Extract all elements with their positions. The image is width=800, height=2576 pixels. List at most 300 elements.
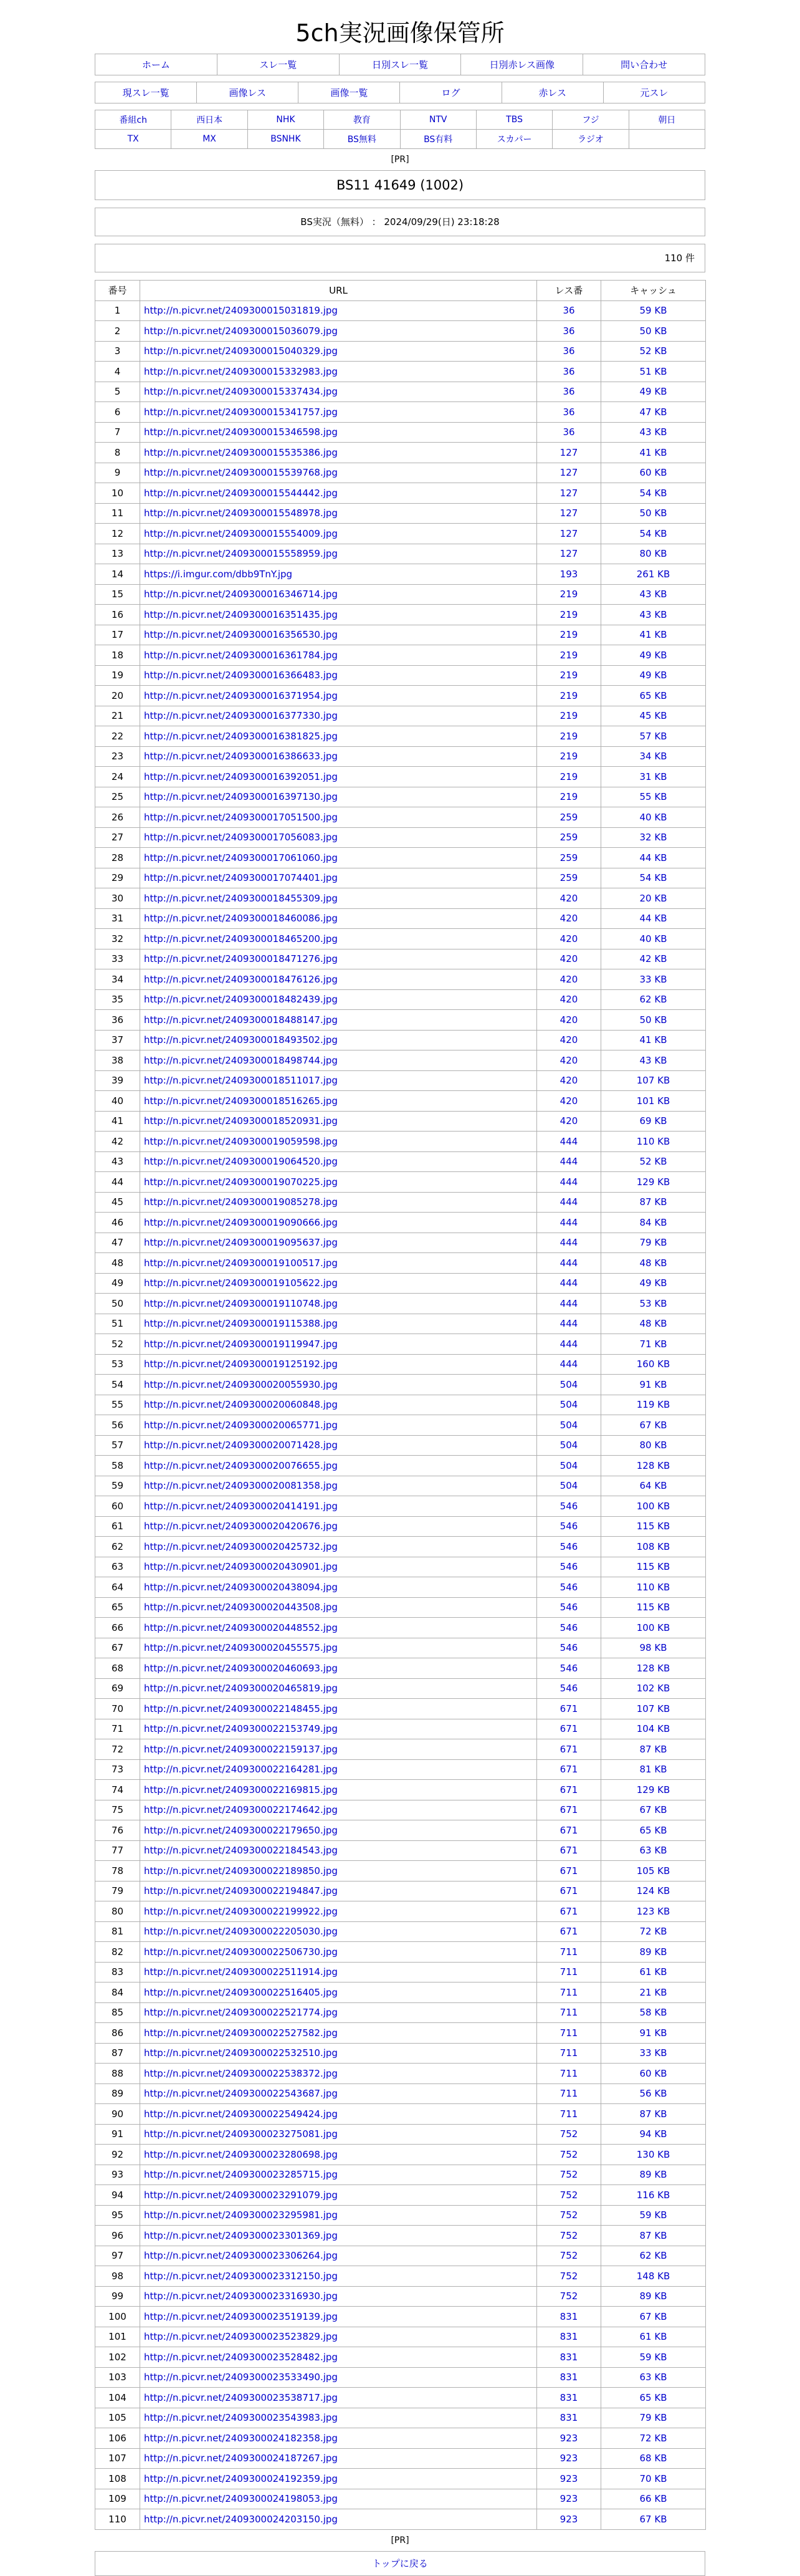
res-number-link[interactable]: 219 (537, 686, 601, 706)
image-url-link[interactable]: http://n.picvr.net/2409300023275081.jpg (140, 2124, 537, 2145)
cache-size-link[interactable]: 55 KB (601, 787, 706, 807)
res-number-link[interactable]: 711 (537, 2083, 601, 2104)
cache-size-link[interactable]: 89 KB (601, 2165, 706, 2185)
channel-link[interactable]: TX (95, 130, 171, 149)
channel-link[interactable]: ラジオ (553, 130, 629, 149)
image-url-link[interactable]: http://n.picvr.net/2409300020425732.jpg (140, 1537, 537, 1557)
res-number-link[interactable]: 219 (537, 645, 601, 666)
image-url-link[interactable]: http://n.picvr.net/2409300016377330.jpg (140, 706, 537, 726)
res-number-link[interactable]: 546 (537, 1516, 601, 1537)
cache-size-link[interactable]: 87 KB (601, 2226, 706, 2246)
cache-size-link[interactable]: 107 KB (601, 1070, 706, 1091)
res-number-link[interactable]: 671 (537, 1699, 601, 1719)
cache-size-link[interactable]: 72 KB (601, 2428, 706, 2449)
res-number-link[interactable]: 752 (537, 2246, 601, 2266)
image-url-link[interactable]: http://n.picvr.net/2409300023543983.jpg (140, 2408, 537, 2428)
cache-size-link[interactable]: 104 KB (601, 1719, 706, 1739)
image-url-link[interactable]: http://n.picvr.net/2409300023291079.jpg (140, 2185, 537, 2206)
cache-size-link[interactable]: 110 KB (601, 1132, 706, 1152)
channel-link[interactable]: BS有料 (400, 130, 476, 149)
cache-size-link[interactable]: 59 KB (601, 2205, 706, 2226)
cache-size-link[interactable]: 94 KB (601, 2124, 706, 2145)
image-url-link[interactable]: http://n.picvr.net/2409300022532510.jpg (140, 2043, 537, 2064)
image-url-link[interactable]: http://n.picvr.net/2409300023519139.jpg (140, 2307, 537, 2327)
res-number-link[interactable]: 711 (537, 2064, 601, 2084)
res-number-link[interactable]: 420 (537, 1030, 601, 1050)
image-url-link[interactable]: http://n.picvr.net/2409300019100517.jpg (140, 1253, 537, 1274)
image-url-link[interactable]: http://n.picvr.net/2409300022527582.jpg (140, 2023, 537, 2044)
image-url-link[interactable]: http://n.picvr.net/2409300015554009.jpg (140, 524, 537, 544)
image-url-link[interactable]: http://n.picvr.net/2409300015535386.jpg (140, 443, 537, 463)
cache-size-link[interactable]: 89 KB (601, 1942, 706, 1963)
cache-size-link[interactable]: 58 KB (601, 2002, 706, 2023)
cache-size-link[interactable]: 87 KB (601, 2104, 706, 2125)
res-number-link[interactable]: 444 (537, 1151, 601, 1172)
nav-home[interactable]: ホーム (95, 54, 217, 75)
cache-size-link[interactable]: 54 KB (601, 524, 706, 544)
image-url-link[interactable]: http://n.picvr.net/2409300017051500.jpg (140, 807, 537, 828)
image-url-link[interactable]: http://n.picvr.net/2409300022521774.jpg (140, 2002, 537, 2023)
image-url-link[interactable]: http://n.picvr.net/2409300019110748.jpg (140, 1294, 537, 1314)
image-url-link[interactable]: http://n.picvr.net/2409300022199922.jpg (140, 1901, 537, 1922)
res-number-link[interactable]: 831 (537, 2307, 601, 2327)
res-number-link[interactable]: 831 (537, 2367, 601, 2388)
res-number-link[interactable]: 711 (537, 1962, 601, 1982)
res-number-link[interactable]: 127 (537, 503, 601, 524)
res-number-link[interactable]: 546 (537, 1537, 601, 1557)
cache-size-link[interactable]: 87 KB (601, 1192, 706, 1213)
cache-size-link[interactable]: 43 KB (601, 605, 706, 625)
cache-size-link[interactable]: 123 KB (601, 1901, 706, 1922)
res-number-link[interactable]: 504 (537, 1476, 601, 1496)
image-url-link[interactable]: http://n.picvr.net/2409300023301369.jpg (140, 2226, 537, 2246)
image-url-link[interactable]: http://n.picvr.net/2409300024198053.jpg (140, 2489, 537, 2509)
cache-size-link[interactable]: 81 KB (601, 1759, 706, 1780)
channel-link[interactable]: 教育 (324, 110, 400, 130)
res-number-link[interactable]: 504 (537, 1375, 601, 1395)
res-number-link[interactable]: 219 (537, 767, 601, 787)
res-number-link[interactable]: 420 (537, 1070, 601, 1091)
image-url-link[interactable]: http://n.picvr.net/2409300022538372.jpg (140, 2064, 537, 2084)
cache-size-link[interactable]: 61 KB (601, 2327, 706, 2347)
res-number-link[interactable]: 504 (537, 1456, 601, 1476)
image-url-link[interactable]: http://n.picvr.net/2409300019090666.jpg (140, 1213, 537, 1233)
nav-current-threads[interactable]: 現スレ一覧 (95, 82, 197, 103)
res-number-link[interactable]: 36 (537, 321, 601, 342)
image-url-link[interactable]: http://n.picvr.net/2409300017056083.jpg (140, 827, 537, 848)
image-url-link[interactable]: http://n.picvr.net/2409300023295981.jpg (140, 2205, 537, 2226)
image-url-link[interactable]: http://n.picvr.net/2409300019119947.jpg (140, 1334, 537, 1355)
cache-size-link[interactable]: 89 KB (601, 2286, 706, 2307)
cache-size-link[interactable]: 51 KB (601, 362, 706, 382)
res-number-link[interactable]: 219 (537, 584, 601, 605)
res-number-link[interactable]: 36 (537, 300, 601, 321)
res-number-link[interactable]: 671 (537, 1901, 601, 1922)
cache-size-link[interactable]: 105 KB (601, 1861, 706, 1882)
res-number-link[interactable]: 671 (537, 1780, 601, 1800)
res-number-link[interactable]: 831 (537, 2327, 601, 2347)
cache-size-link[interactable]: 129 KB (601, 1780, 706, 1800)
res-number-link[interactable]: 546 (537, 1557, 601, 1577)
image-url-link[interactable]: http://n.picvr.net/2409300015337434.jpg (140, 382, 537, 402)
res-number-link[interactable]: 219 (537, 706, 601, 726)
cache-size-link[interactable]: 42 KB (601, 949, 706, 969)
res-number-link[interactable]: 671 (537, 1881, 601, 1901)
channel-link[interactable]: 西日本 (171, 110, 247, 130)
res-number-link[interactable]: 36 (537, 422, 601, 443)
channel-link[interactable]: TBS (476, 110, 552, 130)
res-number-link[interactable]: 420 (537, 1050, 601, 1071)
image-url-link[interactable]: http://n.picvr.net/2409300022174642.jpg (140, 1800, 537, 1820)
cache-size-link[interactable]: 59 KB (601, 2347, 706, 2368)
image-url-link[interactable]: http://n.picvr.net/2409300023533490.jpg (140, 2367, 537, 2388)
cache-size-link[interactable]: 115 KB (601, 1557, 706, 1577)
res-number-link[interactable]: 546 (537, 1638, 601, 1658)
res-number-link[interactable]: 546 (537, 1618, 601, 1638)
res-number-link[interactable]: 546 (537, 1658, 601, 1679)
image-url-link[interactable]: http://n.picvr.net/2409300015558959.jpg (140, 544, 537, 564)
image-url-link[interactable]: http://n.picvr.net/2409300020460693.jpg (140, 1658, 537, 1679)
res-number-link[interactable]: 671 (537, 1840, 601, 1861)
cache-size-link[interactable]: 56 KB (601, 2083, 706, 2104)
res-number-link[interactable]: 420 (537, 969, 601, 990)
nav-daily-red-images[interactable]: 日別赤レス画像 (461, 54, 583, 75)
nav-image-list[interactable]: 画像一覧 (298, 82, 400, 103)
res-number-link[interactable]: 420 (537, 1010, 601, 1031)
channel-link[interactable]: NHK (247, 110, 323, 130)
cache-size-link[interactable]: 62 KB (601, 989, 706, 1010)
res-number-link[interactable]: 671 (537, 1800, 601, 1820)
res-number-link[interactable]: 831 (537, 2408, 601, 2428)
cache-size-link[interactable]: 80 KB (601, 1435, 706, 1456)
res-number-link[interactable]: 36 (537, 402, 601, 423)
cache-size-link[interactable]: 31 KB (601, 767, 706, 787)
image-url-link[interactable]: http://n.picvr.net/2409300018511017.jpg (140, 1070, 537, 1091)
cache-size-link[interactable]: 128 KB (601, 1456, 706, 1476)
cache-size-link[interactable]: 43 KB (601, 1050, 706, 1071)
cache-size-link[interactable]: 49 KB (601, 382, 706, 402)
cache-size-link[interactable]: 116 KB (601, 2185, 706, 2206)
res-number-link[interactable]: 752 (537, 2226, 601, 2246)
res-number-link[interactable]: 219 (537, 665, 601, 686)
image-url-link[interactable]: http://n.picvr.net/2409300015031819.jpg (140, 300, 537, 321)
cache-size-link[interactable]: 70 KB (601, 2469, 706, 2489)
cache-size-link[interactable]: 49 KB (601, 1273, 706, 1294)
image-url-link[interactable]: http://n.picvr.net/2409300022549424.jpg (140, 2104, 537, 2125)
image-url-link[interactable]: http://n.picvr.net/2409300022205030.jpg (140, 1921, 537, 1942)
res-number-link[interactable]: 546 (537, 1597, 601, 1618)
image-url-link[interactable]: http://n.picvr.net/2409300015548978.jpg (140, 503, 537, 524)
res-number-link[interactable]: 546 (537, 1577, 601, 1598)
image-url-link[interactable]: http://n.picvr.net/2409300020071428.jpg (140, 1435, 537, 1456)
image-url-link[interactable]: http://n.picvr.net/2409300019095637.jpg (140, 1233, 537, 1253)
image-url-link[interactable]: http://n.picvr.net/2409300020455575.jpg (140, 1638, 537, 1658)
res-number-link[interactable]: 444 (537, 1253, 601, 1274)
cache-size-link[interactable]: 43 KB (601, 584, 706, 605)
channel-link[interactable]: MX (171, 130, 247, 149)
res-number-link[interactable]: 127 (537, 544, 601, 564)
cache-size-link[interactable]: 52 KB (601, 1151, 706, 1172)
cache-size-link[interactable]: 63 KB (601, 2367, 706, 2388)
image-url-link[interactable]: http://n.picvr.net/2409300018488147.jpg (140, 1010, 537, 1031)
res-number-link[interactable]: 752 (537, 2286, 601, 2307)
cache-size-link[interactable]: 63 KB (601, 1840, 706, 1861)
res-number-link[interactable]: 420 (537, 888, 601, 909)
cache-size-link[interactable]: 66 KB (601, 2489, 706, 2509)
cache-size-link[interactable]: 54 KB (601, 483, 706, 504)
cache-size-link[interactable]: 64 KB (601, 1476, 706, 1496)
image-url-link[interactable]: http://n.picvr.net/2409300022169815.jpg (140, 1780, 537, 1800)
image-url-link[interactable]: http://n.picvr.net/2409300018498744.jpg (140, 1050, 537, 1071)
image-url-link[interactable]: http://n.picvr.net/2409300020438094.jpg (140, 1577, 537, 1598)
nav-log[interactable]: ログ (400, 82, 502, 103)
res-number-link[interactable]: 420 (537, 929, 601, 949)
res-number-link[interactable]: 219 (537, 787, 601, 807)
channel-link[interactable]: BSNHK (247, 130, 323, 149)
res-number-link[interactable]: 259 (537, 848, 601, 868)
image-url-link[interactable]: http://n.picvr.net/2409300016392051.jpg (140, 767, 537, 787)
image-url-link[interactable]: http://n.picvr.net/2409300015036079.jpg (140, 321, 537, 342)
cache-size-link[interactable]: 47 KB (601, 402, 706, 423)
image-url-link[interactable]: http://n.picvr.net/2409300018520931.jpg (140, 1111, 537, 1132)
cache-size-link[interactable]: 65 KB (601, 1820, 706, 1841)
channel-link[interactable]: NTV (400, 110, 476, 130)
cache-size-link[interactable]: 160 KB (601, 1354, 706, 1375)
cache-size-link[interactable]: 129 KB (601, 1172, 706, 1193)
res-number-link[interactable]: 444 (537, 1192, 601, 1213)
res-number-link[interactable]: 444 (537, 1334, 601, 1355)
res-number-link[interactable]: 831 (537, 2347, 601, 2368)
cache-size-link[interactable]: 107 KB (601, 1699, 706, 1719)
image-url-link[interactable]: http://n.picvr.net/2409300022159137.jpg (140, 1739, 537, 1760)
cache-size-link[interactable]: 115 KB (601, 1597, 706, 1618)
cache-size-link[interactable]: 50 KB (601, 321, 706, 342)
image-url-link[interactable]: http://n.picvr.net/2409300022189850.jpg (140, 1861, 537, 1882)
cache-size-link[interactable]: 69 KB (601, 1111, 706, 1132)
res-number-link[interactable]: 444 (537, 1354, 601, 1375)
res-number-link[interactable]: 420 (537, 949, 601, 969)
cache-size-link[interactable]: 148 KB (601, 2266, 706, 2287)
res-number-link[interactable]: 219 (537, 605, 601, 625)
cache-size-link[interactable]: 32 KB (601, 827, 706, 848)
image-url-link[interactable]: http://n.picvr.net/2409300024203150.jpg (140, 2509, 537, 2530)
nav-daily-thread-list[interactable]: 日別スレ一覧 (339, 54, 461, 75)
res-number-link[interactable]: 219 (537, 746, 601, 767)
image-url-link[interactable]: http://n.picvr.net/2409300017074401.jpg (140, 868, 537, 888)
image-url-link[interactable]: http://n.picvr.net/2409300018465200.jpg (140, 929, 537, 949)
res-number-link[interactable]: 259 (537, 868, 601, 888)
cache-size-link[interactable]: 60 KB (601, 2064, 706, 2084)
cache-size-link[interactable]: 100 KB (601, 1496, 706, 1517)
res-number-link[interactable]: 711 (537, 1942, 601, 1963)
res-number-link[interactable]: 127 (537, 463, 601, 483)
image-url-link[interactable]: http://n.picvr.net/2409300016356530.jpg (140, 625, 537, 645)
cache-size-link[interactable]: 261 KB (601, 564, 706, 585)
image-url-link[interactable]: http://n.picvr.net/2409300023523829.jpg (140, 2327, 537, 2347)
res-number-link[interactable]: 420 (537, 908, 601, 929)
image-url-link[interactable]: http://n.picvr.net/2409300022148455.jpg (140, 1699, 537, 1719)
res-number-link[interactable]: 923 (537, 2509, 601, 2530)
cache-size-link[interactable]: 91 KB (601, 1375, 706, 1395)
image-url-link[interactable]: https://i.imgur.com/dbb9TnY.jpg (140, 564, 537, 585)
res-number-link[interactable]: 752 (537, 2145, 601, 2165)
cache-size-link[interactable]: 67 KB (601, 2509, 706, 2530)
cache-size-link[interactable]: 115 KB (601, 1516, 706, 1537)
cache-size-link[interactable]: 43 KB (601, 422, 706, 443)
cache-size-link[interactable]: 102 KB (601, 1678, 706, 1699)
image-url-link[interactable]: http://n.picvr.net/2409300019059598.jpg (140, 1132, 537, 1152)
cache-size-link[interactable]: 20 KB (601, 888, 706, 909)
cache-size-link[interactable]: 91 KB (601, 2023, 706, 2044)
image-url-link[interactable]: http://n.picvr.net/2409300022153749.jpg (140, 1719, 537, 1739)
channel-link[interactable]: スカパー (476, 130, 552, 149)
cache-size-link[interactable]: 101 KB (601, 1091, 706, 1112)
res-number-link[interactable]: 671 (537, 1759, 601, 1780)
image-url-link[interactable]: http://n.picvr.net/2409300016351435.jpg (140, 605, 537, 625)
res-number-link[interactable]: 671 (537, 1739, 601, 1760)
cache-size-link[interactable]: 53 KB (601, 1294, 706, 1314)
image-url-link[interactable]: http://n.picvr.net/2409300019125192.jpg (140, 1354, 537, 1375)
image-url-link[interactable]: http://n.picvr.net/2409300018476126.jpg (140, 969, 537, 990)
cache-size-link[interactable]: 108 KB (601, 1537, 706, 1557)
res-number-link[interactable]: 752 (537, 2165, 601, 2185)
res-number-link[interactable]: 259 (537, 807, 601, 828)
res-number-link[interactable]: 671 (537, 1719, 601, 1739)
image-url-link[interactable]: http://n.picvr.net/2409300016397130.jpg (140, 787, 537, 807)
image-url-link[interactable]: http://n.picvr.net/2409300016361784.jpg (140, 645, 537, 666)
res-number-link[interactable]: 711 (537, 2023, 601, 2044)
res-number-link[interactable]: 444 (537, 1213, 601, 1233)
image-url-link[interactable]: http://n.picvr.net/2409300023316930.jpg (140, 2286, 537, 2307)
cache-size-link[interactable]: 41 KB (601, 1030, 706, 1050)
res-number-link[interactable]: 711 (537, 2002, 601, 2023)
image-url-link[interactable]: http://n.picvr.net/2409300018482439.jpg (140, 989, 537, 1010)
image-url-link[interactable]: http://n.picvr.net/2409300020055930.jpg (140, 1375, 537, 1395)
nav-image-res[interactable]: 画像レス (197, 82, 298, 103)
res-number-link[interactable]: 127 (537, 483, 601, 504)
res-number-link[interactable]: 193 (537, 564, 601, 585)
channel-link[interactable]: BS無料 (324, 130, 400, 149)
cache-size-link[interactable]: 41 KB (601, 443, 706, 463)
res-number-link[interactable]: 420 (537, 989, 601, 1010)
cache-size-link[interactable]: 65 KB (601, 2388, 706, 2408)
res-number-link[interactable]: 923 (537, 2469, 601, 2489)
res-number-link[interactable]: 923 (537, 2489, 601, 2509)
res-number-link[interactable]: 444 (537, 1172, 601, 1193)
cache-size-link[interactable]: 68 KB (601, 2448, 706, 2469)
image-url-link[interactable]: http://n.picvr.net/2409300018516265.jpg (140, 1091, 537, 1112)
nav-original-thread[interactable]: 元スレ (603, 82, 705, 103)
res-number-link[interactable]: 219 (537, 625, 601, 645)
nav-thread-list[interactable]: スレ一覧 (217, 54, 339, 75)
res-number-link[interactable]: 127 (537, 443, 601, 463)
image-url-link[interactable]: http://n.picvr.net/2409300020065771.jpg (140, 1415, 537, 1436)
cache-size-link[interactable]: 44 KB (601, 908, 706, 929)
res-number-link[interactable]: 711 (537, 1982, 601, 2003)
image-url-link[interactable]: http://n.picvr.net/2409300020443508.jpg (140, 1597, 537, 1618)
res-number-link[interactable]: 923 (537, 2448, 601, 2469)
image-url-link[interactable]: http://n.picvr.net/2409300022194847.jpg (140, 1881, 537, 1901)
cache-size-link[interactable]: 119 KB (601, 1395, 706, 1415)
res-number-link[interactable]: 444 (537, 1233, 601, 1253)
cache-size-link[interactable]: 72 KB (601, 1921, 706, 1942)
cache-size-link[interactable]: 100 KB (601, 1618, 706, 1638)
cache-size-link[interactable]: 52 KB (601, 341, 706, 362)
cache-size-link[interactable]: 33 KB (601, 2043, 706, 2064)
cache-size-link[interactable]: 130 KB (601, 2145, 706, 2165)
image-url-link[interactable]: http://n.picvr.net/2409300016386633.jpg (140, 746, 537, 767)
image-url-link[interactable]: http://n.picvr.net/2409300016371954.jpg (140, 686, 537, 706)
image-url-link[interactable]: http://n.picvr.net/2409300020448552.jpg (140, 1618, 537, 1638)
res-number-link[interactable]: 36 (537, 341, 601, 362)
res-number-link[interactable]: 752 (537, 2266, 601, 2287)
image-url-link[interactable]: http://n.picvr.net/2409300023312150.jpg (140, 2266, 537, 2287)
image-url-link[interactable]: http://n.picvr.net/2409300023538717.jpg (140, 2388, 537, 2408)
image-url-link[interactable]: http://n.picvr.net/2409300015539768.jpg (140, 463, 537, 483)
res-number-link[interactable]: 752 (537, 2205, 601, 2226)
image-url-link[interactable]: http://n.picvr.net/2409300019105622.jpg (140, 1273, 537, 1294)
nav-red-res[interactable]: 赤レス (502, 82, 603, 103)
image-url-link[interactable]: http://n.picvr.net/2409300017061060.jpg (140, 848, 537, 868)
image-url-link[interactable]: http://n.picvr.net/2409300019070225.jpg (140, 1172, 537, 1193)
image-url-link[interactable]: http://n.picvr.net/2409300019115388.jpg (140, 1314, 537, 1334)
res-number-link[interactable]: 752 (537, 2185, 601, 2206)
cache-size-link[interactable]: 54 KB (601, 868, 706, 888)
image-url-link[interactable]: http://n.picvr.net/2409300022164281.jpg (140, 1759, 537, 1780)
res-number-link[interactable]: 711 (537, 2043, 601, 2064)
image-url-link[interactable]: http://n.picvr.net/2409300020465819.jpg (140, 1678, 537, 1699)
image-url-link[interactable]: http://n.picvr.net/2409300015332983.jpg (140, 362, 537, 382)
res-number-link[interactable]: 923 (537, 2428, 601, 2449)
cache-size-link[interactable]: 87 KB (601, 1739, 706, 1760)
res-number-link[interactable]: 444 (537, 1314, 601, 1334)
cache-size-link[interactable]: 50 KB (601, 503, 706, 524)
image-url-link[interactable]: http://n.picvr.net/2409300024182358.jpg (140, 2428, 537, 2449)
cache-size-link[interactable]: 128 KB (601, 1658, 706, 1679)
image-url-link[interactable]: http://n.picvr.net/2409300024187267.jpg (140, 2448, 537, 2469)
cache-size-link[interactable]: 62 KB (601, 2246, 706, 2266)
cache-size-link[interactable]: 33 KB (601, 969, 706, 990)
image-url-link[interactable]: http://n.picvr.net/2409300022511914.jpg (140, 1962, 537, 1982)
cache-size-link[interactable]: 98 KB (601, 1638, 706, 1658)
res-number-link[interactable]: 504 (537, 1415, 601, 1436)
res-number-link[interactable]: 420 (537, 1111, 601, 1132)
cache-size-link[interactable]: 49 KB (601, 665, 706, 686)
image-url-link[interactable]: http://n.picvr.net/2409300023306264.jpg (140, 2246, 537, 2266)
cache-size-link[interactable]: 67 KB (601, 2307, 706, 2327)
image-url-link[interactable]: http://n.picvr.net/2409300023528482.jpg (140, 2347, 537, 2368)
cache-size-link[interactable]: 110 KB (601, 1577, 706, 1598)
cache-size-link[interactable]: 48 KB (601, 1314, 706, 1334)
cache-size-link[interactable]: 67 KB (601, 1800, 706, 1820)
cache-size-link[interactable]: 44 KB (601, 848, 706, 868)
res-number-link[interactable]: 420 (537, 1091, 601, 1112)
res-number-link[interactable]: 259 (537, 827, 601, 848)
cache-size-link[interactable]: 49 KB (601, 645, 706, 666)
cache-size-link[interactable]: 45 KB (601, 706, 706, 726)
cache-size-link[interactable]: 71 KB (601, 1334, 706, 1355)
res-number-link[interactable]: 546 (537, 1678, 601, 1699)
res-number-link[interactable]: 671 (537, 1861, 601, 1882)
cache-size-link[interactable]: 48 KB (601, 1253, 706, 1274)
image-url-link[interactable]: http://n.picvr.net/2409300016346714.jpg (140, 584, 537, 605)
cache-size-link[interactable]: 84 KB (601, 1213, 706, 1233)
res-number-link[interactable]: 36 (537, 362, 601, 382)
res-number-link[interactable]: 504 (537, 1395, 601, 1415)
image-url-link[interactable]: http://n.picvr.net/2409300023285715.jpg (140, 2165, 537, 2185)
cache-size-link[interactable]: 65 KB (601, 686, 706, 706)
cache-size-link[interactable]: 40 KB (601, 807, 706, 828)
